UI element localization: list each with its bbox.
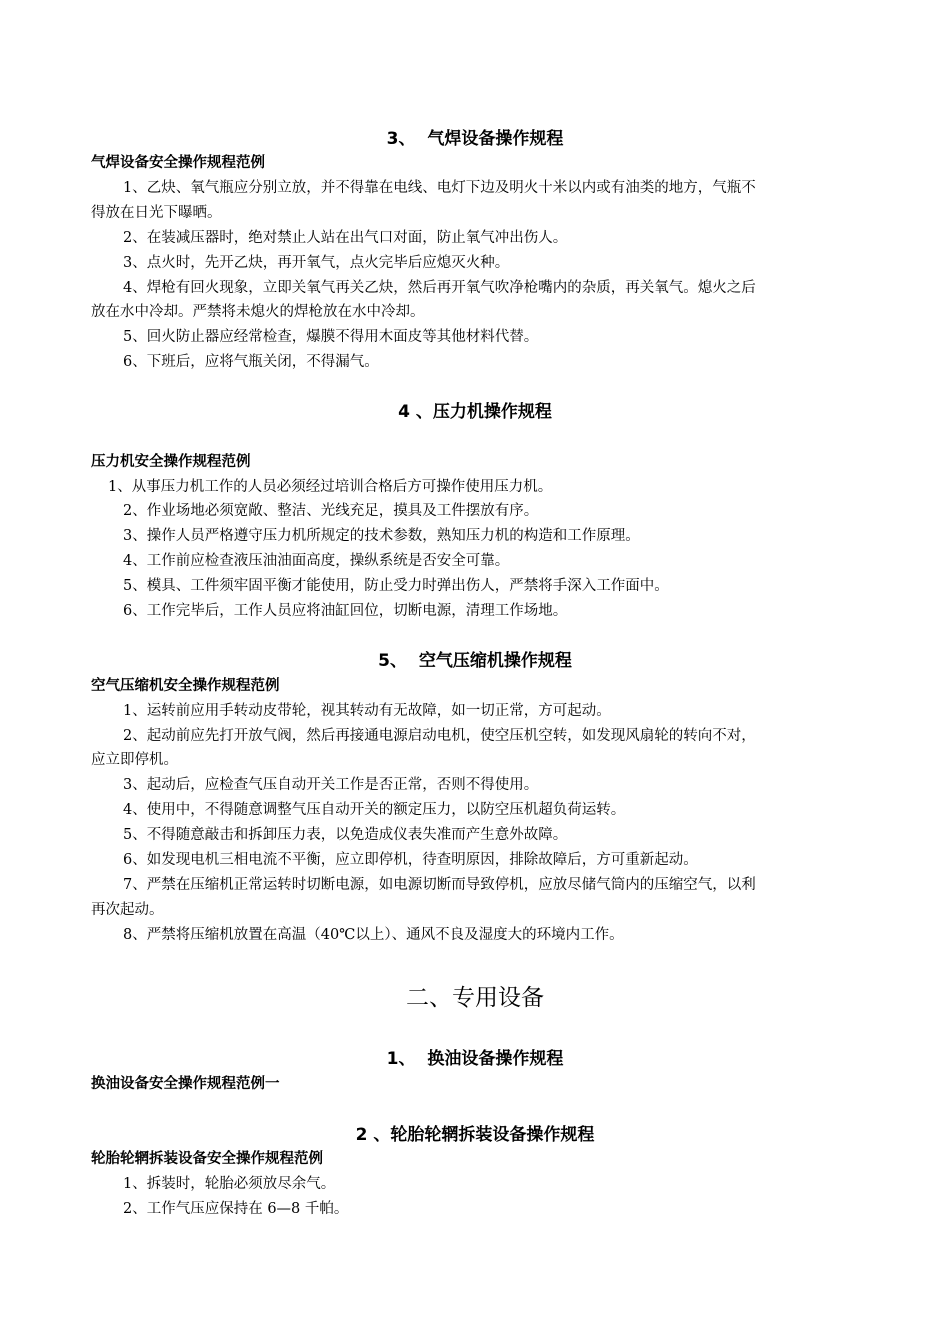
section-subtitle: 换油设备安全操作规程范例一 — [91, 1076, 280, 1092]
section-subtitle: 气焊设备安全操作规程范例 — [91, 155, 265, 171]
paragraph-line: 8、严禁将压缩机放置在高温（40℃以上）、通风不良及湿度大的环境内工作。 — [123, 927, 624, 943]
paragraph-line: 5、模具、工件须牢固平衡才能使用，防止受力时弹出伤人，严禁将手深入工作面中。 — [123, 578, 669, 594]
section-heading: 5、 空气压缩机操作规程 — [378, 651, 572, 671]
paragraph-line: 再次起动。 — [91, 902, 164, 918]
section-heading: 4 、压力机操作规程 — [398, 402, 552, 422]
paragraph-line: 1、从事压力机工作的人员必须经过培训合格后方可操作使用压力机。 — [108, 479, 553, 495]
chapter-heading: 二、专用设备 — [406, 985, 544, 1011]
section-heading: 3、 气焊设备操作规程 — [386, 129, 564, 149]
paragraph-line: 6、如发现电机三相电流不平衡，应立即停机，待查明原因，排除故障后，方可重新起动。 — [123, 852, 698, 868]
paragraph-line: 4、使用中，不得随意调整气压自动开关的额定压力，以防空压机超负荷运转。 — [123, 802, 626, 818]
paragraph-line: 6、工作完毕后，工作人员应将油缸回位，切断电源，清理工作场地。 — [123, 603, 568, 619]
paragraph-line: 3、点火时，先开乙炔，再开氧气，点火完毕后应熄灭火种。 — [123, 255, 510, 271]
paragraph-line: 放在水中冷却。严禁将未熄火的焊枪放在水中冷却。 — [91, 304, 425, 320]
paragraph-line: 3、操作人员严格遵守压力机所规定的技术参数，熟知压力机的构造和工作原理。 — [123, 528, 640, 544]
section-subtitle: 压力机安全操作规程范例 — [91, 454, 251, 470]
paragraph-line: 2、起动前应先打开放气阀，然后再接通电源启动电机，使空压机空转，如发现风扇轮的转向不对， — [123, 728, 756, 744]
paragraph-line: 1、乙炔、氧气瓶应分别立放，并不得靠在电线、电灯下边及明火十米以内或有油类的地方，气瓶不 — [123, 180, 756, 196]
paragraph-line: 得放在日光下曝晒。 — [91, 205, 222, 221]
paragraph-line: 4、工作前应检查液压油油面高度，操纵系统是否安全可靠。 — [123, 553, 510, 569]
section-subtitle: 空气压缩机安全操作规程范例 — [91, 678, 280, 694]
paragraph-line: 2、在装减压器时，绝对禁止人站在出气口对面，防止氧气冲出伤人。 — [123, 230, 568, 246]
paragraph-line: 5、回火防止器应经常检查，爆膜不得用木面皮等其他材料代替。 — [123, 329, 539, 345]
section-subtitle: 轮胎轮辋拆装设备安全操作规程范例 — [91, 1151, 323, 1167]
paragraph-line: 6、下班后，应将气瓶关闭，不得漏气。 — [123, 354, 379, 370]
section-heading: 1、 换油设备操作规程 — [386, 1049, 564, 1069]
paragraph-line: 4、焊枪有回火现象，立即关氧气再关乙炔，然后再开氧气吹净枪嘴内的杂质，再关氧气。熄火之后 — [123, 280, 756, 296]
section-heading: 2 、轮胎轮辋拆装设备操作规程 — [355, 1125, 595, 1145]
paragraph-line: 3、起动后，应检查气压自动开关工作是否正常，否则不得使用。 — [123, 777, 539, 793]
paragraph-line: 5、不得随意敲击和拆卸压力表，以免造成仪表失准而产生意外故障。 — [123, 827, 568, 843]
paragraph-line: 2、工作气压应保持在 6—8 千帕。 — [123, 1201, 349, 1217]
paragraph-line: 应立即停机。 — [91, 752, 178, 768]
paragraph-line: 1、拆装时，轮胎必须放尽余气。 — [123, 1176, 336, 1192]
paragraph-line: 7、严禁在压缩机正常运转时切断电源，如电源切断而导致停机，应放尽储气筒内的压缩空气，以利 — [123, 877, 756, 893]
paragraph-line: 1、运转前应用手转动皮带轮，视其转动有无故障，如一切正常，方可起动。 — [123, 703, 611, 719]
paragraph-line: 2、作业场地必须宽敞、整洁、光线充足，摸具及工件摆放有序。 — [123, 503, 539, 519]
